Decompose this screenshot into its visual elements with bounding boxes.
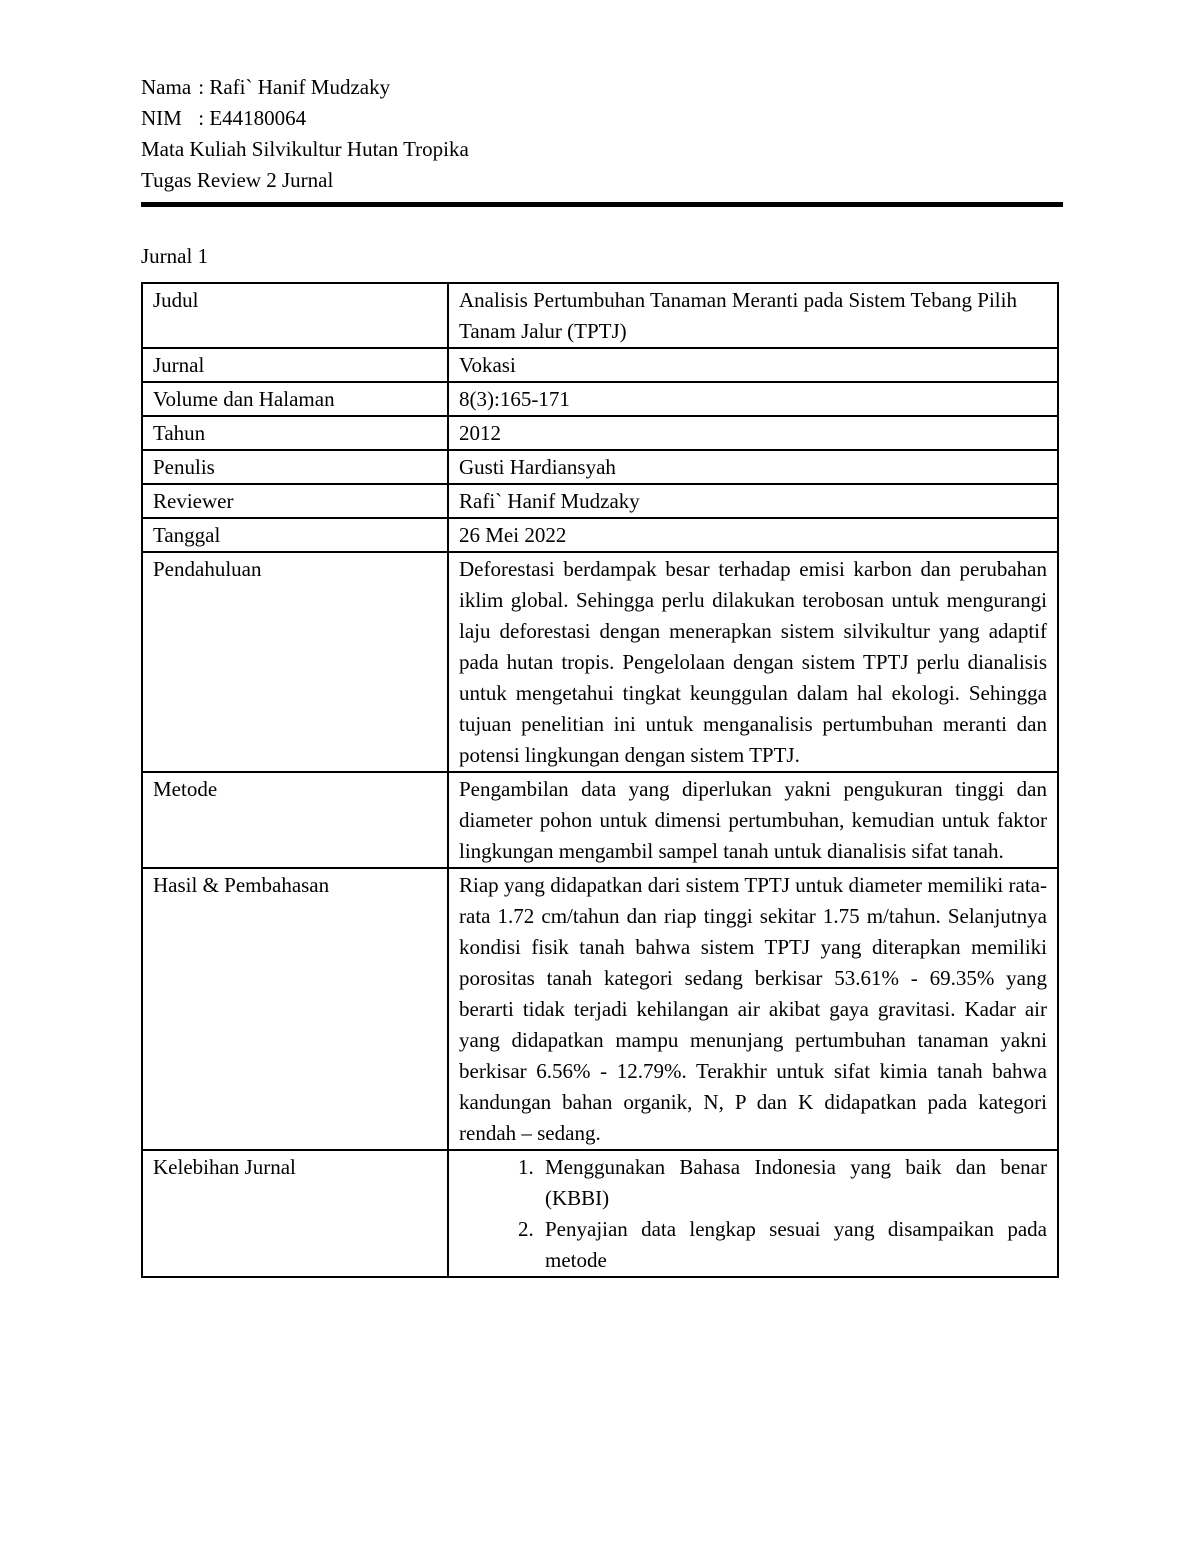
table-row-tanggal xyxy=(142,518,1058,552)
table-row-pendahuluan xyxy=(142,552,1058,772)
table-row-metode xyxy=(142,772,1058,868)
header-nim xyxy=(141,103,1061,134)
nama-label: Nama xyxy=(141,75,192,99)
document-page xyxy=(141,72,1061,1278)
row-value: Rafi` Hanif Mudzaky xyxy=(448,484,1058,518)
row-label: Volume dan Halaman xyxy=(142,382,448,416)
header-nama xyxy=(141,72,1061,103)
row-label: Hasil & Pembahasan xyxy=(142,868,448,1150)
table-row-tahun xyxy=(142,416,1058,450)
row-value: Analisis Pertumbuhan Tanaman Meranti pada Sistem Tebang Pilih Tanam Jalur (TPTJ) xyxy=(448,283,1058,348)
row-value: Gusti Hardiansyah xyxy=(448,450,1058,484)
kelebihan-list xyxy=(459,1152,1047,1276)
table-row-hasil xyxy=(142,868,1058,1150)
row-label: Jurnal xyxy=(142,348,448,382)
row-value: Pengambilan data yang diperlukan yakni pengukuran tinggi dan diameter pohon untuk dimensi pertumbuhan, kemudian untuk faktor lingkungan mengambil sampel tanah untuk dianalisis sifat tanah. xyxy=(448,772,1058,868)
table-row-reviewer xyxy=(142,484,1058,518)
nim-label: NIM xyxy=(141,106,182,130)
row-value xyxy=(448,1150,1058,1277)
row-value: Riap yang didapatkan dari sistem TPTJ untuk diameter memiliki rata-rata 1.72 cm/tahun dan riap tinggi sekitar 1.75 m/tahun. Selanjutnya kondisi fisik tanah bahwa sistem TPTJ yang diterapkan memiliki porositas tanah kategori sedang berkisar 53.61% - 69.35% yang berarti tidak terjadi kehilangan air akibat gaya gravitasi. Kadar air yang didapatkan mampu menunjang pertumbuhan tanaman yakni berkisar 6.56% - 12.79%. Terakhir untuk sifat kimia tanah bahwa kandungan bahan organik, N, P dan K didapatkan pada kategori rendah – sedang. xyxy=(448,868,1058,1150)
nim-value: : E44180064 xyxy=(198,106,307,130)
row-value: 2012 xyxy=(448,416,1058,450)
row-value: Deforestasi berdampak besar terhadap emisi karbon dan perubahan iklim global. Sehingga perlu dilakukan terobosan untuk mengurangi laju deforestasi dengan menerapkan sistem silvikultur yang adaptif pada hutan tropis. Pengelolaan dengan sistem TPTJ perlu dianalisis untuk mengetahui tingkat keunggulan dalam hal ekologi. Sehingga tujuan penelitian ini untuk menganalisis pertumbuhan meranti dan potensi lingkungan dengan sistem TPTJ. xyxy=(448,552,1058,772)
list-item: 1. Menggunakan Bahasa Indonesia yang baik dan benar (KBBI) xyxy=(539,1152,1047,1214)
list-item: 2. Penyajian data lengkap sesuai yang disampaikan pada metode xyxy=(539,1214,1047,1276)
row-label: Tahun xyxy=(142,416,448,450)
row-label: Tanggal xyxy=(142,518,448,552)
table-row-judul xyxy=(142,283,1058,348)
row-value: 8(3):165-171 xyxy=(448,382,1058,416)
table-row-penulis xyxy=(142,450,1058,484)
nama-value: : Rafi` Hanif Mudzaky xyxy=(198,75,391,99)
course-name: Mata Kuliah Silvikultur Hutan Tropika xyxy=(141,137,469,161)
row-value: Vokasi xyxy=(448,348,1058,382)
row-label: Judul xyxy=(142,283,448,348)
review-table xyxy=(141,282,1059,1278)
table-row-volume xyxy=(142,382,1058,416)
row-value: 26 Mei 2022 xyxy=(448,518,1058,552)
row-label: Pendahuluan xyxy=(142,552,448,772)
row-label: Reviewer xyxy=(142,484,448,518)
row-label: Penulis xyxy=(142,450,448,484)
row-label: Kelebihan Jurnal xyxy=(142,1150,448,1277)
assignment-title: Tugas Review 2 Jurnal xyxy=(141,168,334,192)
table-row-kelebihan xyxy=(142,1150,1058,1277)
section-title: Jurnal 1 xyxy=(141,244,209,268)
row-label: Metode xyxy=(142,772,448,868)
header-divider xyxy=(141,202,1063,207)
table-row-jurnal xyxy=(142,348,1058,382)
